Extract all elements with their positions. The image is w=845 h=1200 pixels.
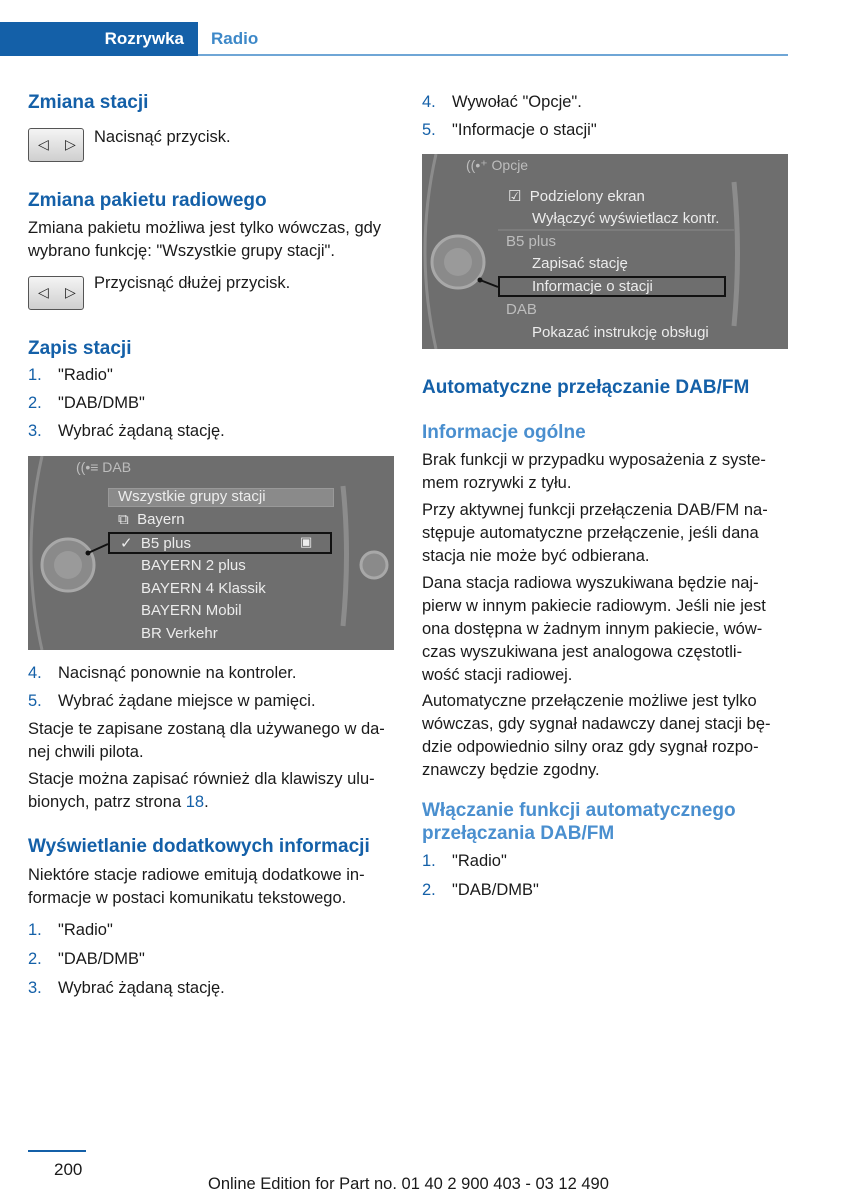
radio-icon: ((•⁺	[466, 157, 488, 173]
menu-item[interactable]: Zapisać stację	[532, 255, 628, 272]
copy-icon: ⧉	[118, 511, 129, 528]
list-item: 1. "Radio"	[28, 921, 113, 939]
heading-zapis-stacji: Zapis stacji	[28, 338, 132, 359]
menu-item[interactable]: BAYERN Mobil	[141, 602, 242, 619]
list-item: 5. Wybrać żądane miejsce w pamięci.	[28, 692, 316, 710]
list-item: 2. "DAB/DMB"	[422, 881, 539, 899]
radio-icon: ((•≡	[76, 459, 99, 475]
dab-station-screen	[28, 456, 394, 650]
menu-item[interactable]: Pokazać instrukcję obsługi	[532, 324, 709, 341]
paragraph-line: pierw w innym pakiecie radiowym. Jeśli nie jest	[422, 597, 766, 615]
list-item: 2. "DAB/DMB"	[28, 394, 145, 412]
seek-buttons-icon: ◁ ▷	[28, 128, 84, 162]
subheading-general-info: Informacje ogólne	[422, 422, 586, 443]
subheading-enable-auto-line2: przełączania DAB/FM	[422, 823, 615, 844]
paragraph-line: Przy aktywnej funkcji przełączenia DAB/FM na-	[422, 501, 768, 519]
paragraph-line: dzie odpowiednio silny oraz gdy sygnał rozpo-	[422, 738, 759, 756]
menu-item-station-info[interactable]: Informacje o stacji	[532, 278, 653, 295]
menu-item[interactable]: Wyłączyć wyświetlacz kontr.	[532, 210, 720, 227]
page-link[interactable]: 18	[185, 793, 205, 811]
header-rule	[198, 54, 788, 56]
paragraph-line: wość stacji radiowej.	[422, 666, 573, 684]
chapter-tab-label: Rozrywka	[104, 29, 184, 48]
heading-zmiana-pakietu: Zmiana pakietu radiowego	[28, 190, 267, 211]
subheading-enable-auto: Włączanie funkcji automatycznego	[422, 800, 736, 821]
paragraph-line: wybrano funkcję: "Wszystkie grupy stacji".	[28, 242, 335, 260]
menu-item[interactable]: BR Verkehr	[141, 625, 218, 642]
checkbox-checked-icon: ☑	[508, 188, 522, 205]
paragraph-line: czas wyszukiwana jest analogowa częstotli-	[422, 643, 743, 661]
instruction-text: Nacisnąć przycisk.	[94, 128, 231, 146]
menu-item-split-screen[interactable]: ☑ Podzielony ekran	[508, 188, 645, 205]
list-item: 3. Wybrać żądaną stację.	[28, 422, 225, 440]
menu-item[interactable]: BAYERN 4 Klassik	[141, 580, 266, 597]
paragraph-line: nej chwili pilota.	[28, 743, 144, 761]
paragraph-line: wówczas, gdy sygnał nadawczy danej stacji bę-	[422, 715, 771, 733]
memory-icon: ▣	[300, 534, 313, 549]
paragraph-line: formacje w postaci komunikatu tekstowego.	[28, 889, 347, 907]
menu-item-all-groups[interactable]: Wszystkie grupy stacji	[118, 488, 266, 505]
heading-zmiana-stacji: Zmiana stacji	[28, 92, 149, 113]
section-title[interactable]: Radio	[211, 29, 259, 48]
screen-heading: ((•⁺ Opcje	[466, 157, 529, 173]
seek-buttons-icon: ◁ ▷	[28, 276, 84, 310]
list-item: 5. "Informacje o stacji"	[422, 121, 597, 139]
screen-heading: ((•≡ DAB	[76, 459, 132, 475]
paragraph-line: Stacje można zapisać również dla klawiszy ulu-	[28, 770, 375, 788]
list-item: 2. "DAB/DMB"	[28, 950, 145, 968]
menu-group-label: B5 plus	[506, 233, 557, 250]
paragraph-line: Niektóre stacje radiowe emitują dodatkowe in-	[28, 866, 365, 884]
paragraph-line: ona dostępna w żadnym innym pakiecie, wów-	[422, 620, 763, 638]
heading-auto-dab-fm: Automatyczne przełączanie DAB/FM	[422, 377, 750, 398]
list-item: 1. "Radio"	[28, 366, 113, 384]
controller-graphic	[422, 154, 788, 349]
list-item: 3. Wybrać żądaną stację.	[28, 979, 225, 997]
list-item: 1. "Radio"	[422, 852, 507, 870]
paragraph-line: stacja nie może być odbierana.	[422, 547, 650, 565]
checkmark-icon: ✓	[120, 535, 133, 552]
paragraph-line: stępuje automatyczne przełączenie, jeśli dana	[422, 524, 759, 542]
list-item: 4. Nacisnąć ponownie na kontroler.	[28, 664, 297, 682]
paragraph-line: Dana stacja radiowa wyszukiwana będzie naj-	[422, 574, 759, 592]
menu-group-label: DAB	[506, 301, 537, 318]
options-screen	[422, 154, 788, 349]
paragraph-line: Brak funkcji w przypadku wyposażenia z syste-	[422, 451, 766, 469]
paragraph-line: znawczy będzie zgodny.	[422, 761, 600, 779]
menu-item-b5-plus[interactable]: ✓ B5 plus	[120, 535, 191, 552]
menu-item-bayern[interactable]: ⧉ Bayern	[118, 511, 185, 528]
heading-dodatkowe-informacje: Wyświetlanie dodatkowych informacji	[28, 836, 370, 857]
paragraph-line: Zmiana pakietu możliwa jest tylko wówczas, gdy	[28, 219, 382, 237]
paragraph-line: bionych, patrz strona 18.	[28, 793, 209, 811]
footer-rule	[28, 1150, 86, 1152]
page-number: 200	[54, 1160, 83, 1179]
instruction-text: Przycisnąć dłużej przycisk.	[94, 274, 291, 292]
paragraph-line: Stacje te zapisane zostaną dla używanego w da-	[28, 720, 385, 738]
menu-item[interactable]: BAYERN 2 plus	[141, 557, 246, 574]
list-item: 4. Wywołać "Opcje".	[422, 93, 582, 111]
chapter-tab[interactable]	[0, 22, 198, 56]
edition-footer: Online Edition for Part no. 01 40 2 900 403 - 03 12 490	[208, 1175, 609, 1193]
paragraph-line: mem rozrywki z tyłu.	[422, 474, 572, 492]
paragraph-line: Automatyczne przełączenie możliwe jest tylko	[422, 692, 757, 710]
